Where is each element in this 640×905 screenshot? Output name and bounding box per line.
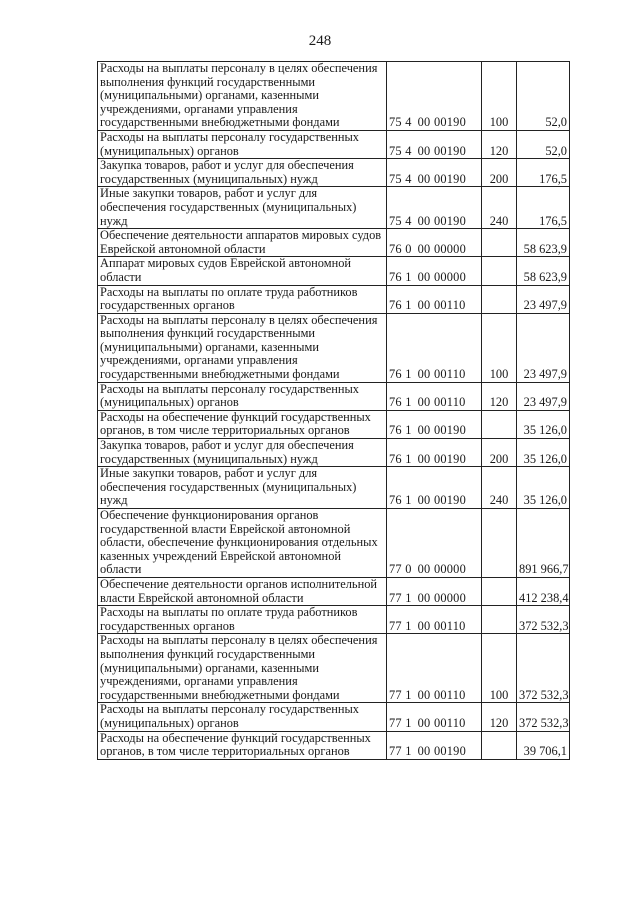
table-row — [98, 731, 570, 759]
row-name: Расходы на обеспечение функций государственных органов, в том числе территориальных органов — [98, 410, 387, 438]
code-direction: 00000 — [434, 241, 466, 256]
code-group: 00 — [417, 213, 431, 228]
code-subprogram: 1 — [405, 451, 412, 466]
code-group: 00 — [417, 744, 431, 759]
table-row — [98, 62, 570, 131]
page-number: 248 — [308, 33, 332, 49]
code-direction: 00190 — [434, 171, 466, 186]
row-expense-type — [482, 606, 517, 634]
row-expense-type: 120 — [482, 382, 517, 410]
code-program: 75 — [389, 143, 402, 158]
table-row — [98, 285, 570, 313]
row-code — [387, 509, 482, 578]
row-name: Расходы на выплаты персоналу в целях обеспечения выполнения функций государственными (муниципальными) органами, казенными учреждениями, органами управления государственными внебюджетными фондами — [98, 313, 387, 382]
code-direction: 00110 — [434, 298, 466, 313]
row-code — [387, 62, 482, 131]
code-program: 76 — [389, 423, 402, 438]
row-expense-type — [482, 285, 517, 313]
code-program: 77 — [389, 562, 402, 577]
code-group: 00 — [417, 269, 431, 284]
row-name: Расходы на выплаты персоналу государственных (муниципальных) органов — [98, 382, 387, 410]
code-direction: 00190 — [434, 213, 466, 228]
code-group: 00 — [417, 171, 431, 186]
code-subprogram: 4 — [405, 115, 412, 130]
code-program: 75 — [389, 115, 402, 130]
row-amount: 35 126,0 — [517, 467, 570, 509]
row-amount: 372 532,3 — [517, 703, 570, 731]
code-subprogram: 1 — [405, 618, 412, 633]
code-program: 77 — [389, 590, 402, 605]
code-program: 77 — [389, 744, 402, 759]
table-row — [98, 439, 570, 467]
code-subprogram: 1 — [405, 395, 412, 410]
code-program: 76 — [389, 451, 402, 466]
row-name: Обеспечение деятельности аппаратов мировых судов Еврейской автономной области — [98, 229, 387, 257]
table-row — [98, 382, 570, 410]
code-group: 00 — [417, 451, 431, 466]
row-amount: 176,5 — [517, 187, 570, 229]
row-code — [387, 467, 482, 509]
row-code — [387, 159, 482, 187]
code-program: 75 — [389, 171, 402, 186]
row-name: Обеспечение деятельности органов исполнительной власти Еврейской автономной области — [98, 577, 387, 605]
row-code — [387, 130, 482, 158]
code-group: 00 — [417, 687, 431, 702]
code-program: 77 — [389, 687, 402, 702]
row-code — [387, 257, 482, 285]
code-group: 00 — [417, 298, 431, 313]
row-name: Закупка товаров, работ и услуг для обеспечения государственных (муниципальных) нужд — [98, 439, 387, 467]
row-name: Расходы на выплаты персоналу в целях обеспечения выполнения функций государственными (муниципальными) органами, казенными учреждениями, органами управления государственными внебюджетными фондами — [98, 62, 387, 131]
code-program: 76 — [389, 241, 402, 256]
row-name: Расходы на обеспечение функций государственных органов, в том числе территориальных органов — [98, 731, 387, 759]
code-subprogram: 1 — [405, 687, 412, 702]
code-direction: 00000 — [434, 562, 466, 577]
code-program: 76 — [389, 395, 402, 410]
row-name: Закупка товаров, работ и услуг для обеспечения государственных (муниципальных) нужд — [98, 159, 387, 187]
row-amount: 58 623,9 — [517, 229, 570, 257]
code-subprogram: 1 — [405, 298, 412, 313]
row-code — [387, 285, 482, 313]
row-expense-type: 100 — [482, 634, 517, 703]
row-amount: 176,5 — [517, 159, 570, 187]
code-program: 76 — [389, 269, 402, 284]
row-amount: 52,0 — [517, 130, 570, 158]
code-direction: 00190 — [434, 451, 466, 466]
row-expense-type — [482, 577, 517, 605]
row-expense-type — [482, 229, 517, 257]
code-direction: 00110 — [434, 618, 466, 633]
code-subprogram: 4 — [405, 143, 412, 158]
code-group: 00 — [417, 241, 431, 256]
code-program: 76 — [389, 493, 402, 508]
row-code — [387, 410, 482, 438]
code-subprogram: 4 — [405, 213, 412, 228]
row-amount: 52,0 — [517, 62, 570, 131]
code-group: 00 — [417, 562, 431, 577]
row-name: Иные закупки товаров, работ и услуг для обеспечения государственных (муниципальных) нужд — [98, 187, 387, 229]
code-program: 75 — [389, 213, 402, 228]
budget-table-body — [98, 62, 570, 760]
code-group: 00 — [417, 493, 431, 508]
code-group: 00 — [417, 367, 431, 382]
row-code — [387, 606, 482, 634]
row-code — [387, 634, 482, 703]
row-code — [387, 439, 482, 467]
row-amount: 891 966,7 — [517, 509, 570, 578]
code-direction: 00190 — [434, 423, 466, 438]
code-direction: 00190 — [434, 744, 466, 759]
row-name: Обеспечение функционирования органов государственной власти Еврейской автономной области, обеспечение функционирования отдельных казенных учреждений Еврейской автономной области — [98, 509, 387, 578]
row-code — [387, 703, 482, 731]
row-code — [387, 731, 482, 759]
row-expense-type: 240 — [482, 187, 517, 229]
table-row — [98, 229, 570, 257]
row-name: Расходы на выплаты персоналу в целях обеспечения выполнения функций государственными (муниципальными) органами, казенными учреждениями, органами управления государственными внебюджетными фондами — [98, 634, 387, 703]
code-direction: 00110 — [434, 687, 466, 702]
row-amount: 39 706,1 — [517, 731, 570, 759]
code-subprogram: 1 — [405, 423, 412, 438]
row-name: Расходы на выплаты по оплате труда работников государственных органов — [98, 606, 387, 634]
code-subprogram: 1 — [405, 590, 412, 605]
row-code — [387, 229, 482, 257]
row-amount: 23 497,9 — [517, 285, 570, 313]
row-amount: 23 497,9 — [517, 313, 570, 382]
row-amount: 35 126,0 — [517, 410, 570, 438]
row-code — [387, 313, 482, 382]
code-direction: 00000 — [434, 269, 466, 284]
row-expense-type — [482, 410, 517, 438]
row-expense-type — [482, 257, 517, 285]
code-direction: 00110 — [434, 367, 466, 382]
row-amount: 372 532,3 — [517, 634, 570, 703]
table-row — [98, 467, 570, 509]
code-program: 76 — [389, 367, 402, 382]
code-subprogram: 1 — [405, 367, 412, 382]
row-expense-type: 200 — [482, 439, 517, 467]
row-expense-type — [482, 731, 517, 759]
code-direction: 00000 — [434, 590, 466, 605]
code-program: 77 — [389, 618, 402, 633]
row-expense-type — [482, 509, 517, 578]
row-expense-type: 120 — [482, 703, 517, 731]
row-expense-type: 100 — [482, 313, 517, 382]
table-row — [98, 606, 570, 634]
row-expense-type: 240 — [482, 467, 517, 509]
row-amount: 58 623,9 — [517, 257, 570, 285]
code-direction: 00190 — [434, 115, 466, 130]
code-group: 00 — [417, 715, 431, 730]
row-amount: 412 238,4 — [517, 577, 570, 605]
code-direction: 00190 — [434, 493, 466, 508]
row-code — [387, 187, 482, 229]
budget-table — [97, 61, 570, 760]
code-subprogram: 1 — [405, 269, 412, 284]
code-group: 00 — [417, 618, 431, 633]
code-direction: 00110 — [434, 715, 466, 730]
code-subprogram: 0 — [405, 562, 412, 577]
row-expense-type: 100 — [482, 62, 517, 131]
code-subprogram: 1 — [405, 744, 412, 759]
row-amount: 23 497,9 — [517, 382, 570, 410]
code-group: 00 — [417, 423, 431, 438]
code-program: 77 — [389, 715, 402, 730]
row-name: Расходы на выплаты персоналу государственных (муниципальных) органов — [98, 130, 387, 158]
table-row — [98, 703, 570, 731]
code-program: 76 — [389, 298, 402, 313]
row-name: Расходы на выплаты по оплате труда работников государственных органов — [98, 285, 387, 313]
row-name: Аппарат мировых судов Еврейской автономной области — [98, 257, 387, 285]
row-amount: 35 126,0 — [517, 439, 570, 467]
table-row — [98, 313, 570, 382]
table-row — [98, 187, 570, 229]
code-subprogram: 1 — [405, 493, 412, 508]
table-row — [98, 159, 570, 187]
code-subprogram: 0 — [405, 241, 412, 256]
row-expense-type: 120 — [482, 130, 517, 158]
code-group: 00 — [417, 590, 431, 605]
table-row — [98, 257, 570, 285]
code-direction: 00110 — [434, 395, 466, 410]
table-row — [98, 410, 570, 438]
table-row — [98, 634, 570, 703]
code-group: 00 — [417, 395, 431, 410]
code-group: 00 — [417, 143, 431, 158]
row-name: Расходы на выплаты персоналу государственных (муниципальных) органов — [98, 703, 387, 731]
code-direction: 00190 — [434, 143, 466, 158]
code-subprogram: 4 — [405, 171, 412, 186]
row-code — [387, 382, 482, 410]
row-expense-type: 200 — [482, 159, 517, 187]
table-row — [98, 577, 570, 605]
row-name: Иные закупки товаров, работ и услуг для обеспечения государственных (муниципальных) нужд — [98, 467, 387, 509]
code-group: 00 — [417, 115, 431, 130]
row-amount: 372 532,3 — [517, 606, 570, 634]
table-row — [98, 509, 570, 578]
code-subprogram: 1 — [405, 715, 412, 730]
table-row — [98, 130, 570, 158]
row-code — [387, 577, 482, 605]
